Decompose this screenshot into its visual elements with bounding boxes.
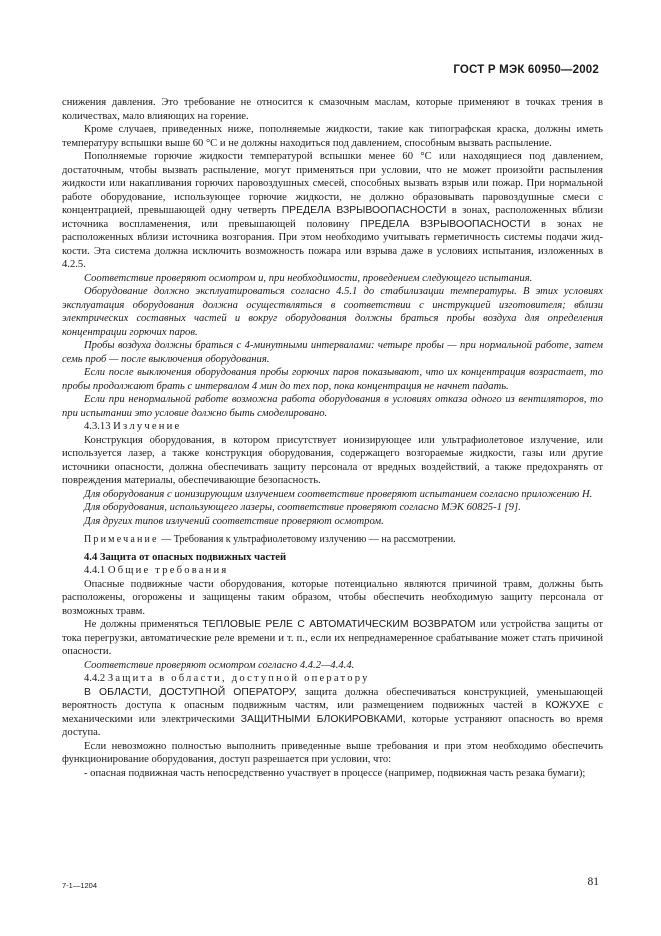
- section-4-4-2-heading: 4.4.2 Защита в области, доступной оператору: [84, 673, 370, 684]
- fan-failure-text: Если при ненормальной работе возможна работа оборудования в условиях отказа одного из вентиляторов, то при испытании это условие должно быть смоделировано.: [62, 394, 603, 419]
- ionizing-compliance-text: Для оборудования с ионизирующим излучением соответствие проверяют испытанием согласно приложению Н.: [84, 488, 593, 500]
- thermal-relay-paragraph: Не должны применяться ТЕПЛОВЫЕ РЕЛЕ С АВТОМАТИЧЕСКИМ ВОЗВРАТОМ или устройства защиты от тока перегрузки, автоматические реле времени и т. п., если их непреднамеренное срабатывание может стать причиной опасности.: [62, 619, 603, 657]
- section-4-3-13-heading: 4.3.13 Излучение: [84, 421, 182, 432]
- operator-area-paragraph: В ОБЛАСТИ, ДОСТУПНОЙ ОПЕРАТОРУ, защита должна обеспечиваться конструкцией, уменьшающей вероятность доступа к опасным подвижным частям, или размещением подвижных частей в КОЖУХЕ с механическими или электрическими ЗАЩИТНЫМИ БЛОКИРОВКАМИ, которые устраняют опасность во время доступа.: [62, 686, 603, 738]
- paragraph-continuation: снижения давления. Это требование не относится к смазочным маслам, которые применяют в точках трения в количествах, мало влияющих на горение.: [62, 97, 603, 122]
- test-procedure-text: Оборудование должно эксплуатироваться согласно 4.5.1 до стабилизации температуры. В этих условиях эксплуатация оборудования должна осуществляться в соответствии с инструкцией изготовителя; вблизи электрических составных частей и вокруг оборудования должны браться пробы воздуха для определения концентрации горючих паров.: [62, 286, 603, 338]
- list-item-condition: - опасная подвижная часть непосредственно участвует в процессе (например, подвижная часть резака бумаги);: [84, 767, 586, 779]
- moving-parts-paragraph: Опасные подвижные части оборудования, которые потенциально являются причиной травм, должны быть расположены, огорожены и защищены таким образом, чтобы обеспечить необходимую защиту персонала от возможных травм.: [62, 578, 603, 617]
- paragraph-flammable-liquids: Пополняемые горючие жидкости температурой вспышки менее 60 °С или находящиеся под давлением, достаточным, чтобы вызвать распыление, могут применяться при условии, что не может произойти распыления жидкости или накапливания горючих паровоздушных смесей, способных вызвать взрыв или пожар. При нормальной работе оборудование, использующее горючие жидкости, не должно образовывать паровоздушные смеси с концентрацией, превышающей одну четверть ПРЕДЕЛА ВЗРЫВООПАСНОСТИ в зонах, расположенных вблизи источника воспламенения, или превышающей половину ПРЕДЕЛА ВЗРЫВООПАСНОСТИ в зонах не расположенных вблизи источника возгорания. При этом необходимо учитывать герметичность системы подачи жидкости. Эта система должна исключить возможность пожара или взрыва даже в условиях испытания, изложенных в 4.2.5.: [62, 151, 604, 270]
- note: Примечание — Требования к ультрафиолетовому излучению — на рассмотрении.: [84, 534, 456, 545]
- compliance-check-text: Соответствие проверяют осмотром и, при необходимости, проведением следующего испытания.: [84, 272, 533, 284]
- section-4-4-1-heading: 4.4.1 Общие требования: [84, 565, 229, 576]
- section-4-4-heading: 4.4 Защита от опасных подвижных частей: [84, 551, 287, 563]
- radiation-paragraph: Конструкция оборудования, в котором присутствует ионизирующее или ультрафиолетовое излучение, или используется лазер, а также конструкция оборудования, содержащего возгораемые жидкости, газы или другие источники опасности, должна обеспечивать защиту персонала от вредных воздействий, а также предохранять от повреждения материалы, обеспечивающие безопасность.: [62, 434, 603, 486]
- sampling-interval-text: Пробы воздуха должны браться с 4-минутными интервалами: четыре пробы — при нормальной работе, затем семь проб — после выключения оборудования.: [62, 340, 603, 365]
- page-number: 81: [587, 876, 599, 888]
- access-condition-paragraph: Если невозможно полностью выполнить приведенные выше требования и при этом необходимо обеспечить функционирование оборудования, доступ разрешается при условии, что:: [62, 740, 603, 765]
- paragraph-refillable-liquids: Кроме случаев, приведенных ниже, пополняемые жидкости, такие как типографская краска, должны иметь температуру вспышки выше 60 °С и не должны находиться под давлением, способным вызвать распыление.: [62, 124, 603, 149]
- page-body: [62, 96, 603, 780]
- print-code: 7-1—1204: [62, 881, 98, 890]
- concentration-rise-text: Если после выключения оборудования пробы горючих паров показывают, что их концентрация возрастает, то пробы продолжают брать с интервалом 4 мин до тех пор, пока концентрация не начнет падать.: [62, 367, 603, 392]
- other-radiation-compliance-text: Для других типов излучений соответствие проверяют осмотром.: [84, 515, 384, 527]
- compliance-4-4-text: Соответствие проверяют осмотром согласно 4.4.2—4.4.4.: [84, 659, 355, 671]
- running-header: ГОСТ Р МЭК 60950—2002: [453, 64, 599, 76]
- laser-compliance-text: Для оборудования, использующего лазеры, соответствие проверяют согласно МЭК 60825-1 [9].: [84, 502, 521, 513]
